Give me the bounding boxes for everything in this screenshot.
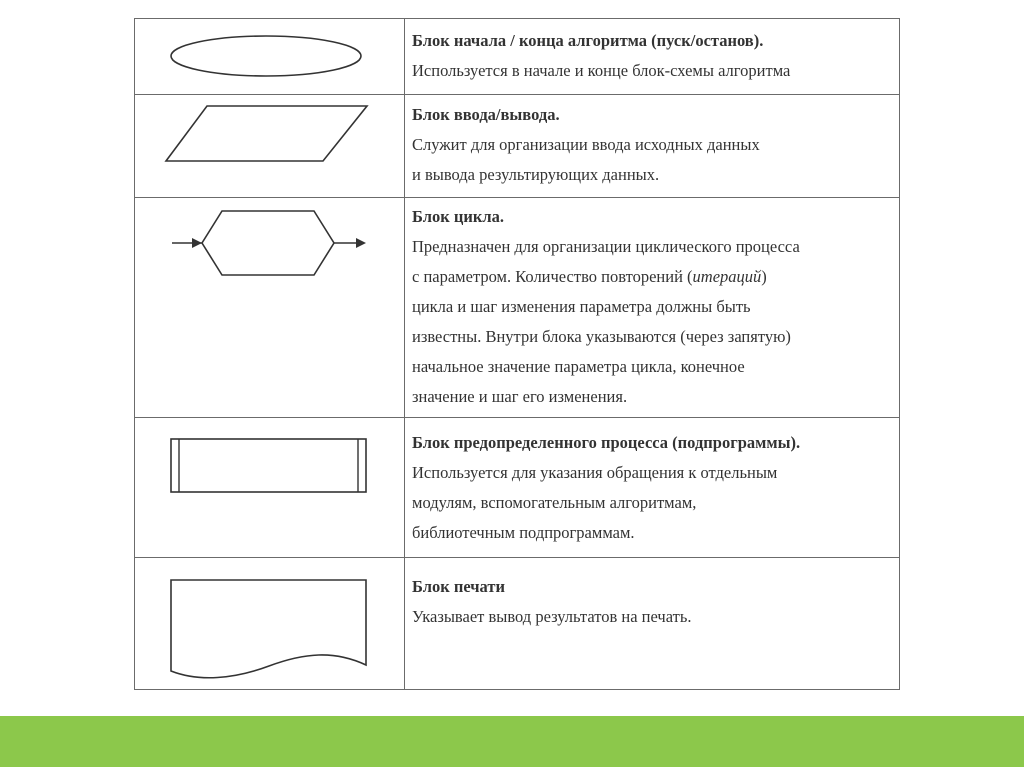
row-text-line: цикла и шаг изменения параметра должны быть <box>412 297 751 316</box>
row-title: Блок предопределенного процесса (подпрограммы). <box>412 433 801 452</box>
row-text-line: библиотечным подпрограммам. <box>412 523 635 542</box>
row-text-segment: ) <box>761 267 767 286</box>
row-text-line: Используется в начале и конце блок-схемы алгоритма <box>412 61 791 80</box>
input-output-symbol <box>134 95 404 197</box>
print-description <box>412 572 896 632</box>
row-title: Блок начала / конца алгоритма (пуск/останов). <box>412 31 764 50</box>
loop-symbol <box>134 198 404 417</box>
table-row-start-end <box>134 18 900 94</box>
row-text-line: и вывода результирующих данных. <box>412 165 660 184</box>
row-title: Блок печати <box>412 577 505 596</box>
row-text-line: Служит для организации ввода исходных данных <box>412 135 760 154</box>
row-text-line: Предназначен для организации циклического процесса <box>412 237 800 256</box>
start-end-symbol <box>134 18 404 94</box>
row-text-line: известны. Внутри блока указываются (через запятую) <box>412 327 791 346</box>
table-row-input-output <box>134 95 900 197</box>
row-text-line <box>412 262 896 292</box>
row-text-segment: с параметром. Количество повторений ( <box>412 267 693 286</box>
row-title: Блок цикла. <box>412 207 504 226</box>
predefined-process-description <box>412 428 896 548</box>
input-output-description <box>412 100 896 190</box>
table-row-loop <box>134 198 900 417</box>
row-text-line: начальное значение параметра цикла, конечное <box>412 357 745 376</box>
table-row-print <box>134 558 900 690</box>
table-row-predefined-process <box>134 418 900 557</box>
loop-description <box>412 202 896 412</box>
print-symbol <box>134 558 404 690</box>
predefined-process-symbol <box>134 418 404 557</box>
row-text-line: значение и шаг его изменения. <box>412 387 628 406</box>
row-title: Блок ввода/вывода. <box>412 105 560 124</box>
start-end-description <box>412 26 896 86</box>
row-text-line: Используется для указания обращения к отдельным <box>412 463 778 482</box>
row-text-line: модулям, вспомогательным алгоритмам, <box>412 493 697 512</box>
italic-term: итераций <box>692 267 762 286</box>
row-text-line: Указывает вывод результатов на печать. <box>412 607 692 626</box>
footer-bar <box>0 716 1024 767</box>
